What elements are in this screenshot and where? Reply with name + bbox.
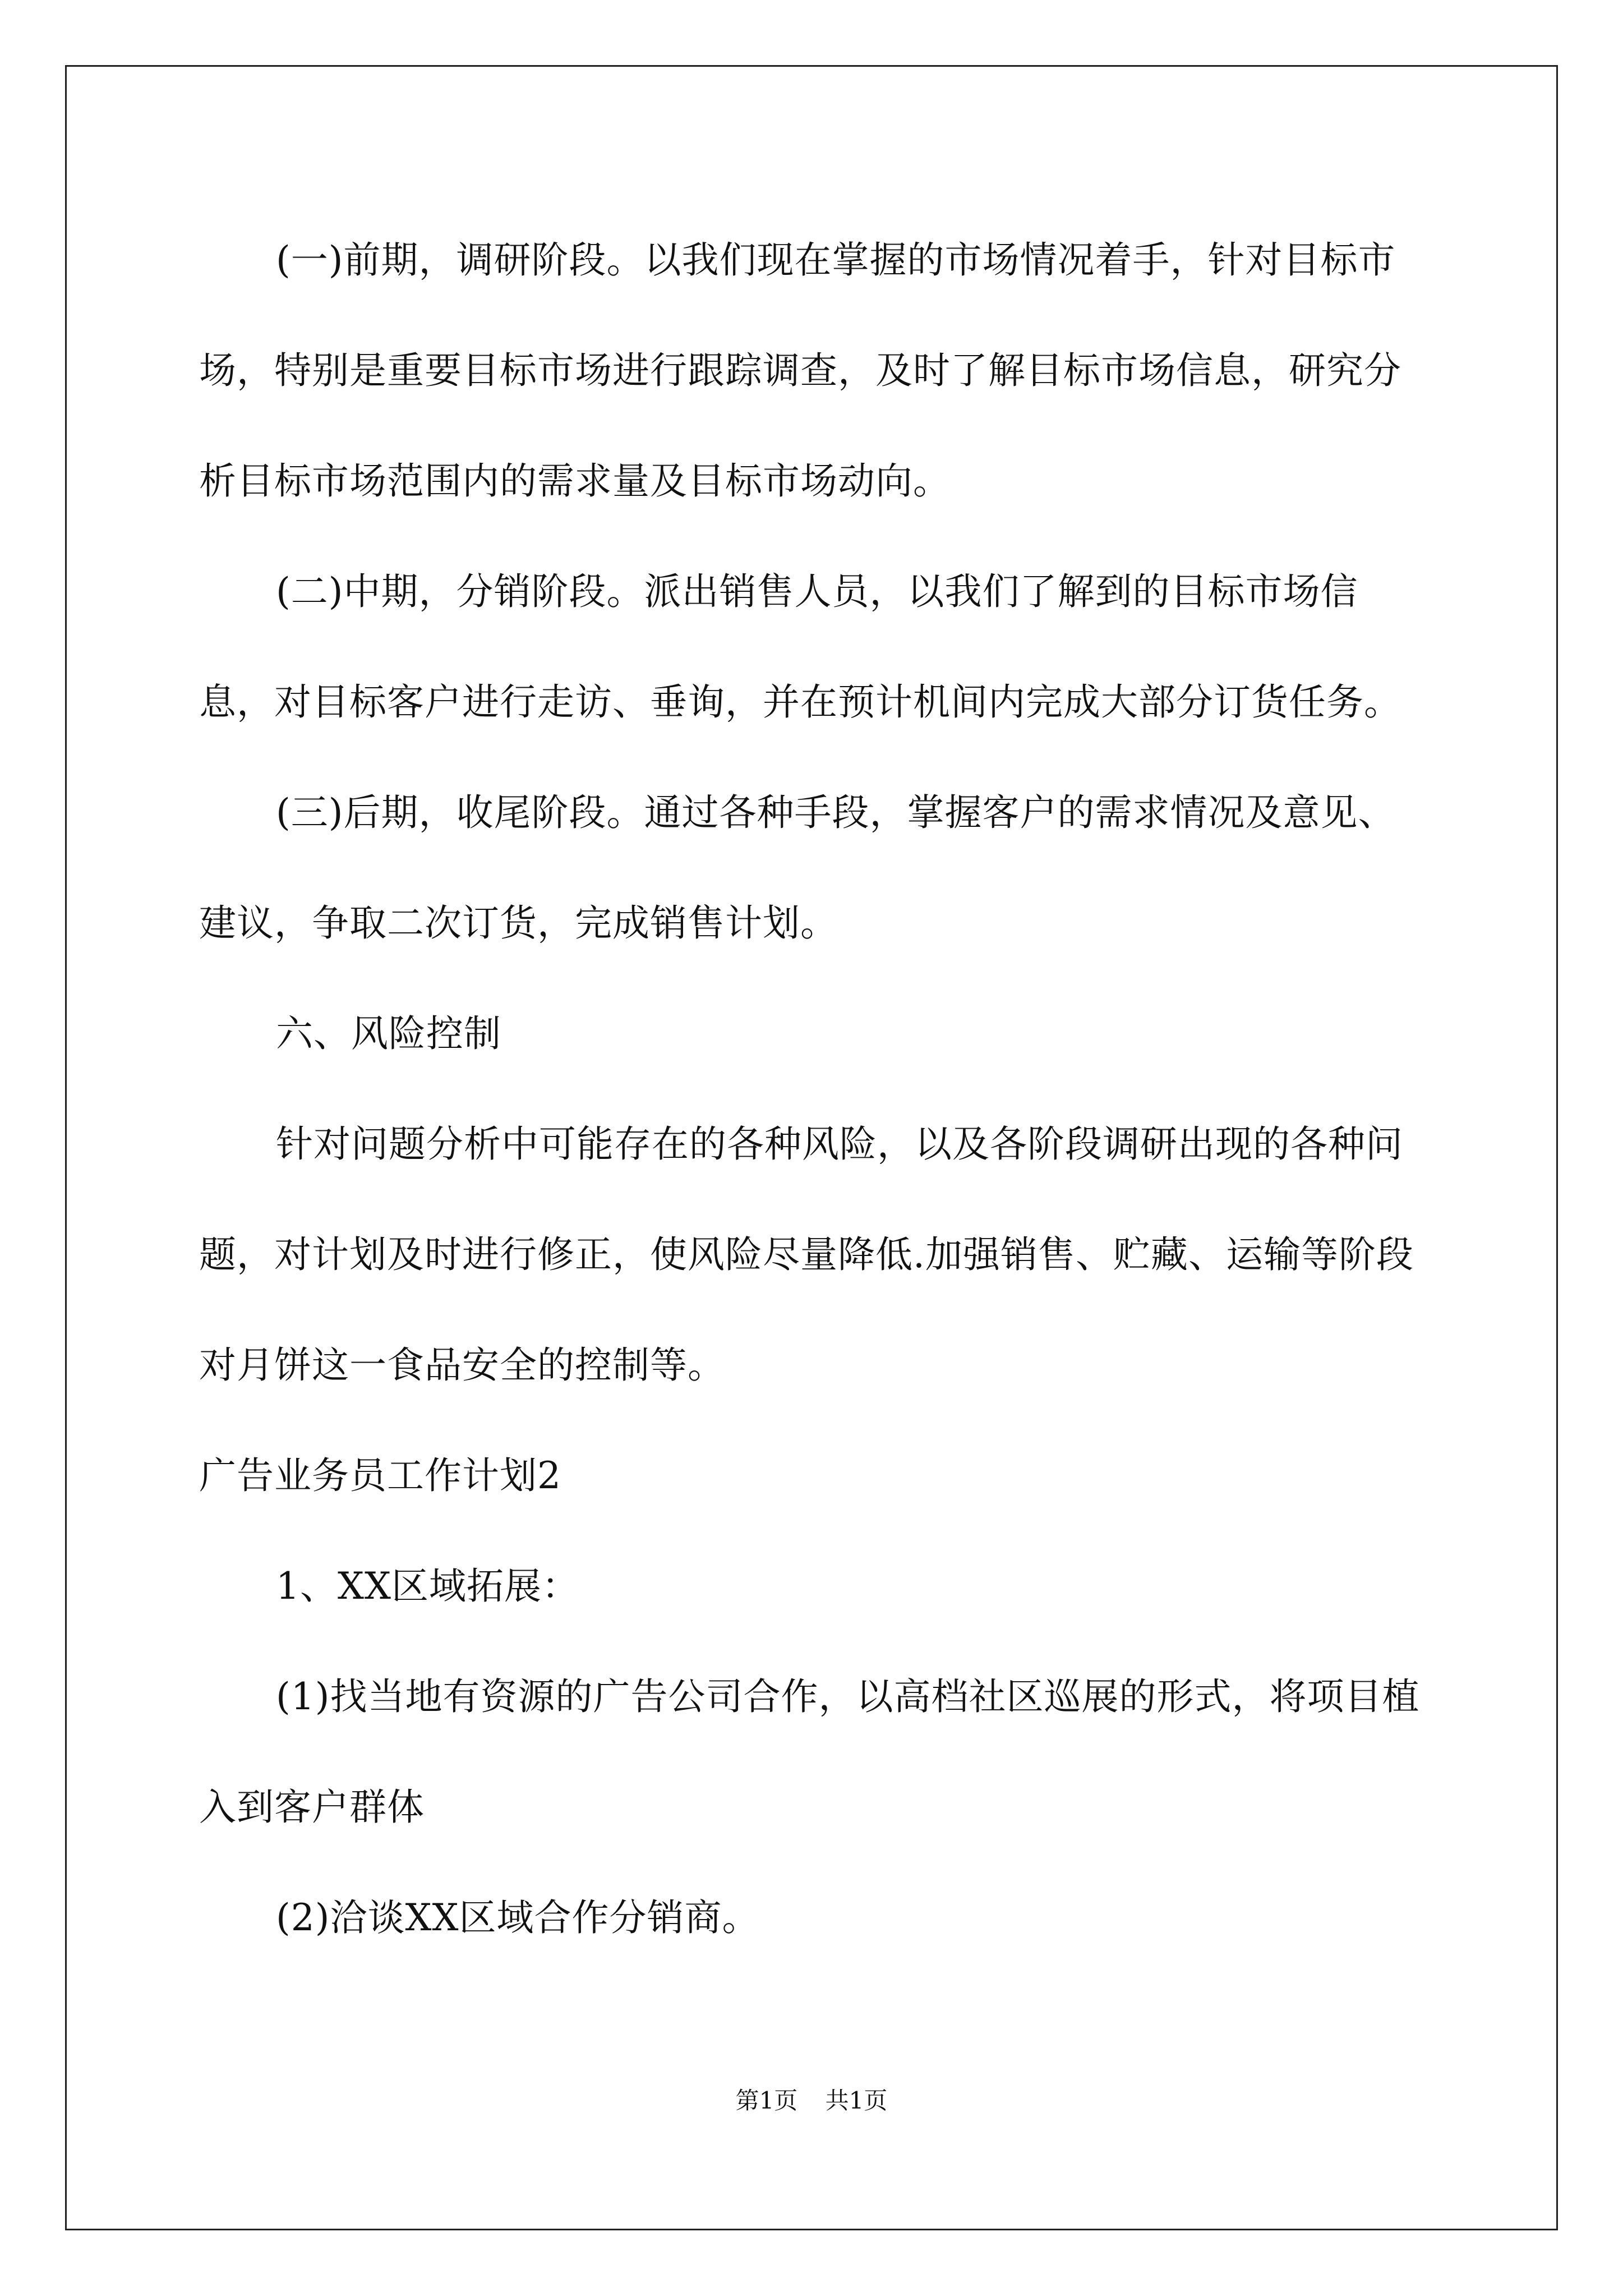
list-item-region-expansion: 1、XX区域拓展： [276, 1565, 579, 1608]
document-body [199, 205, 1433, 1973]
page-footer [0, 2082, 1623, 2116]
document-subtitle: 广告业务员工作计划2 [199, 1454, 561, 1497]
list-item-distributor: (2)洽谈XX区域合作分销商。 [276, 1896, 760, 1939]
page-number: 第1页 [735, 2087, 798, 2114]
section-heading-risk-control: 六、风险控制 [276, 1012, 501, 1055]
list-item-ad-partnership: (1)找当地有资源的广告公司合作，以高档社区巡展的形式，将项目植入到客户群体 [199, 1675, 1420, 1829]
page-total: 共1页 [825, 2087, 888, 2114]
paragraph-mid-stage: (二)中期，分销阶段。派出销售人员，以我们了解到的目标市场信息，对目标客户进行走访、垂询，并在预计机间内完成大部分订货任务。 [199, 570, 1401, 724]
paragraph-risk-control: 针对问题分析中可能存在的各种风险，以及各阶段调研出现的各种问题，对计划及时进行修正，使风险尽量降低.加强销售、贮藏、运输等阶段对月饼这一食品安全的控制等。 [199, 1122, 1414, 1387]
paragraph-late-stage: (三)后期，收尾阶段。通过各种手段，掌握客户的需求情况及意见、建议，争取二次订货，完成销售计划。 [199, 791, 1396, 945]
paragraph-early-stage: (一)前期，调研阶段。以我们现在掌握的市场情况着手，针对目标市场，特别是重要目标市场进行跟踪调查，及时了解目标市场信息，研究分析目标市场范围内的需求量及目标市场动向。 [199, 238, 1401, 503]
